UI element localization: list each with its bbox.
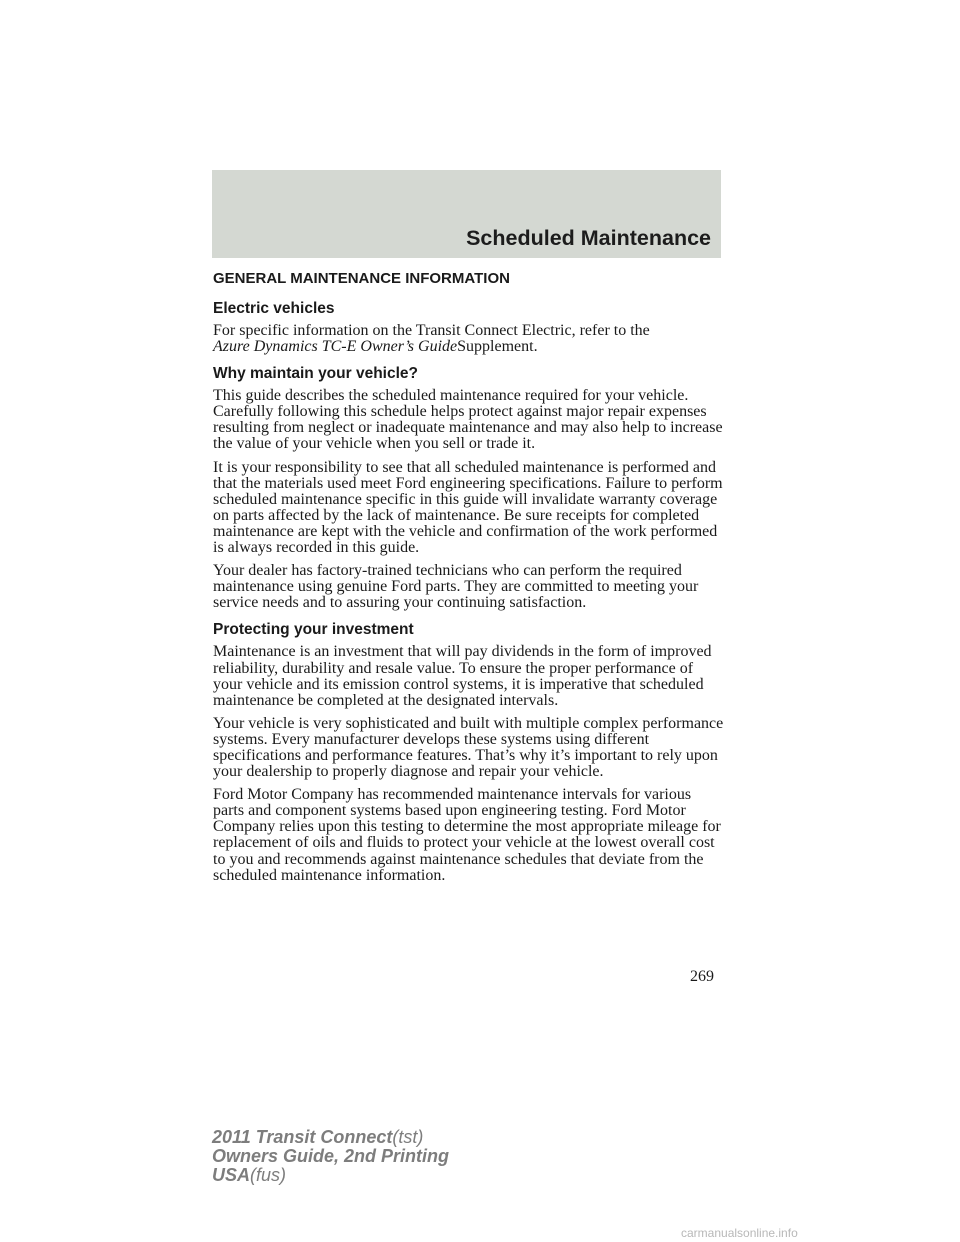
- page-content: [213, 270, 725, 891]
- document-footer: [212, 1128, 449, 1185]
- why-maintain-paragraph-1: This guide describes the scheduled maintenance required for your vehicle. Carefully following this schedule helps protect against major repair expenses resulting from neglect or inadequate maintenance and may also help to increase the value of your vehicle when you sell or trade it.: [213, 387, 723, 453]
- footer-market: USA: [212, 1165, 251, 1185]
- electric-vehicles-heading: Electric vehicles: [213, 300, 335, 317]
- section-title: Scheduled Maintenance: [466, 226, 711, 250]
- page-number: 269: [690, 968, 714, 985]
- footer-model-code: (tst): [392, 1127, 424, 1147]
- footer-line-2: Owners Guide, 2nd Printing: [212, 1146, 450, 1166]
- footer-model: 2011 Transit Connect: [212, 1127, 393, 1147]
- protecting-investment-heading: Protecting your investment: [213, 621, 414, 639]
- watermark: carmanualsonline.info: [681, 1226, 798, 1240]
- owners-guide-title: Azure Dynamics TC-E Owner’s Guide: [213, 338, 458, 356]
- footer-market-code: (fus): [250, 1165, 287, 1185]
- why-maintain-paragraph-2: It is your responsibility to see that all scheduled maintenance is performed and that the materials used meet Ford engineering specifications. Failure to perform scheduled maintenance specific in this guide will invalidate warranty coverage on parts affected by the lack of maintenance. Be sure receipts for completed maintenance are kept with the vehicle and confirmation of the work performed is always recorded in this guide.: [213, 458, 723, 557]
- protecting-paragraph-3: Ford Motor Company has recommended maintenance intervals for various parts and component systems based upon engineering testing. Ford Motor Company relies upon this testing to determine the most appropriate mileage for replacement of oils and fluids to protect your vehicle at the lowest overall cost to you and recommends against maintenance schedules that deviate from the scheduled maintenance information.: [213, 786, 721, 884]
- footer-line-1: [212, 1128, 449, 1147]
- why-maintain-paragraph-3: Your dealer has factory-trained technicians who can perform the required maintenance using genuine Ford parts. They are committed to meeting your service needs and to assuring your continuing satisfaction.: [213, 562, 699, 612]
- electric-text-before: For specific information on the Transit Connect Electric, refer to the: [213, 322, 650, 339]
- footer-line-3: [212, 1166, 449, 1185]
- section-header-band: [212, 170, 721, 258]
- main-heading: GENERAL MAINTENANCE INFORMATION: [213, 270, 510, 287]
- protecting-paragraph-2: Your vehicle is very sophisticated and built with multiple complex performance systems. Every manufacturer develops these systems using different specifications and performance features. That’s why it’s important to rely upon your dealership to properly diagnose and repair your vehicle.: [213, 714, 724, 781]
- why-maintain-heading: Why maintain your vehicle?: [213, 365, 418, 383]
- protecting-paragraph-1: Maintenance is an investment that will pay dividends in the form of improved reliability, durability and resale value. To ensure the proper performance of your vehicle and its emission control systems, it is imperative that scheduled maintenance be completed at the designated intervals.: [213, 643, 712, 709]
- electric-vehicles-paragraph: [213, 323, 725, 355]
- electric-text-after: Supplement.: [457, 338, 538, 356]
